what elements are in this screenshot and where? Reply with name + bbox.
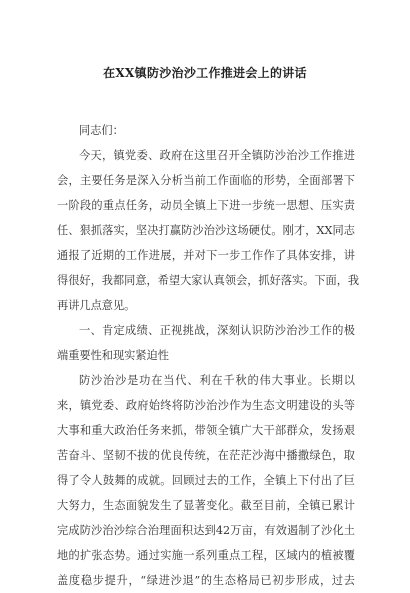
section-heading-line: 一、肯定成绩、正视挑战，深刻认识防沙治沙工作的极 bbox=[79, 324, 355, 337]
body-line: 地的扩张态势。通过实施一系列重点工程，区域内的植被覆 bbox=[57, 549, 355, 562]
salutation-line: 同志们： bbox=[79, 124, 124, 137]
body-line: 任、狠抓落实，坚决打赢防沙治沙这场硬仗。刚才，XX同志 bbox=[57, 224, 355, 237]
section-heading-line: 端重要性和现实紧迫性 bbox=[57, 349, 169, 362]
document-title: 在XX镇防沙治沙工作推进会上的讲话 bbox=[103, 66, 307, 80]
body-line: 完成防沙治沙综合治理面积达到42万亩，有效遏制了沙化土 bbox=[57, 524, 355, 537]
body-line: 盖度稳步提升，“绿进沙退”的生态格局已初步形成，过去 bbox=[57, 574, 355, 587]
body-line: 通报了近期的工作进展，并对下一步工作作了具体安排，讲 bbox=[57, 249, 355, 262]
body-line: 得了令人鼓舞的成就。回顾过去的工作，全镇上下付出了巨 bbox=[57, 474, 355, 487]
body-line: 防沙治沙是功在当代、利在千秋的伟大事业。长期以 bbox=[79, 374, 355, 387]
document-body bbox=[57, 118, 360, 593]
body-line: 大努力，生态面貌发生了显著变化。截至目前，全镇已累计 bbox=[57, 499, 355, 512]
body-line: 一阶段的重点任务，动员全镇上下进一步统一思想、压实责 bbox=[57, 199, 355, 212]
body-line: 苦奋斗、坚韧不拔的优良传统，在茫茫沙海中播撒绿色，取 bbox=[57, 449, 355, 462]
body-line: 会，主要任务是深入分析当前工作面临的形势，全面部署下 bbox=[57, 174, 355, 187]
body-line: 来，镇党委、政府始终将防沙治沙作为生态文明建设的头等 bbox=[57, 399, 355, 412]
body-line: 大事和重大政治任务来抓，带领全镇广大干部群众，发扬艰 bbox=[57, 424, 355, 437]
body-line: 再讲几点意见。 bbox=[57, 299, 136, 312]
body-line: 今天，镇党委、政府在这里召开全镇防沙治沙工作推进 bbox=[79, 149, 355, 162]
body-line: 得很好，我都同意，希望大家认真领会，抓好落实。下面，我 bbox=[57, 274, 360, 287]
